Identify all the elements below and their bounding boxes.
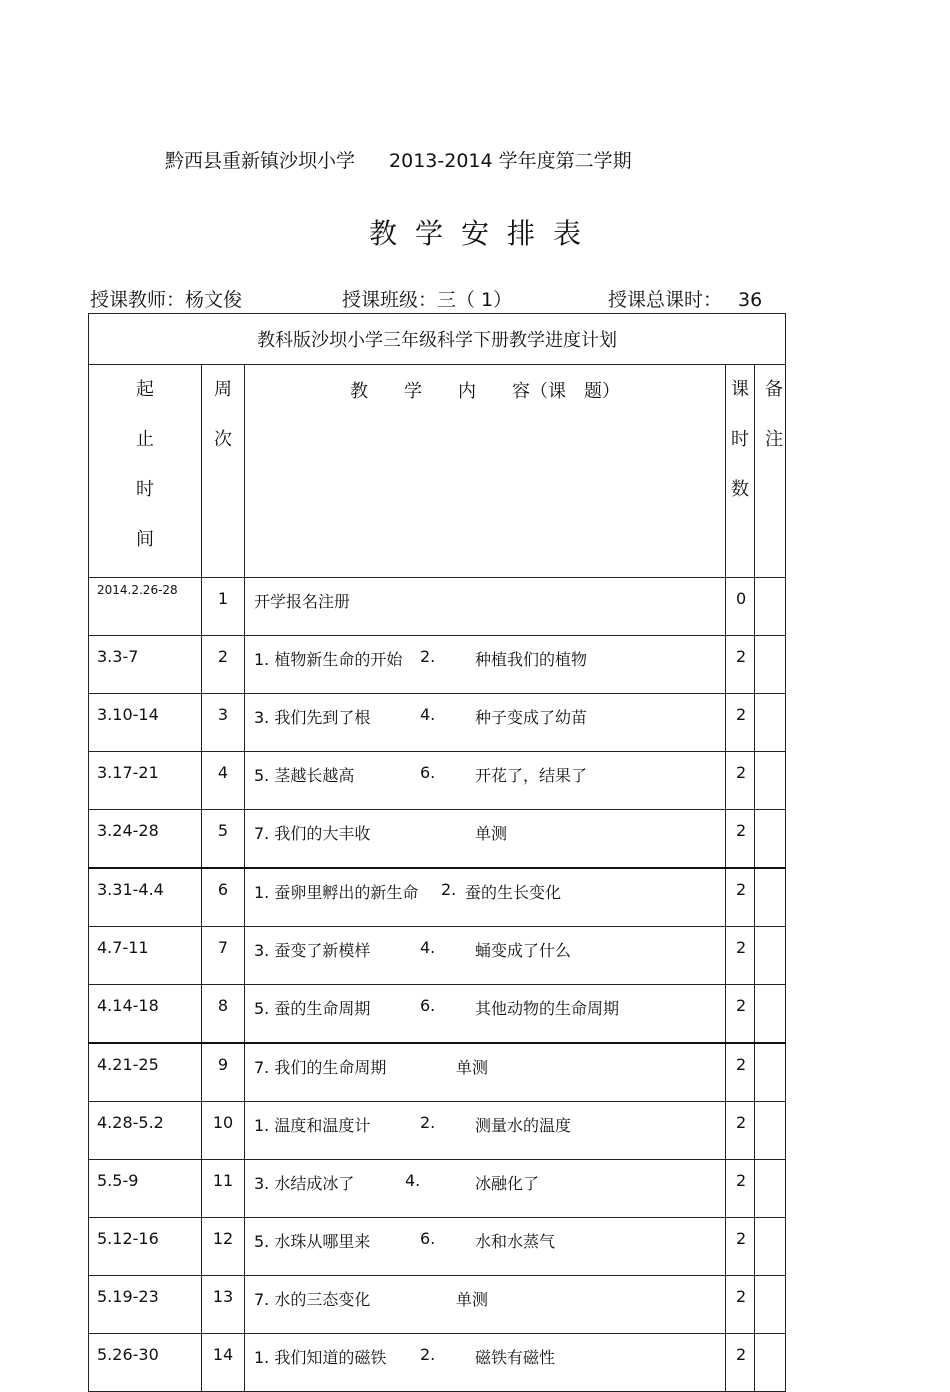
table-caption: 教科版沙坝小学三年级科学下册教学进度计划 [89, 314, 786, 365]
row-date: 4.28-5.2 [89, 1102, 202, 1160]
row-content [245, 1276, 726, 1334]
row-remark [755, 1218, 786, 1276]
row-lesson-a: 3. 水结成冰了 [254, 1174, 355, 1193]
header-hours [726, 365, 755, 578]
row-lesson-b: 单测 [475, 824, 508, 843]
row-lesson-b: 其他动物的生命周期 [475, 999, 620, 1018]
row-content [245, 985, 726, 1044]
row-lesson-b: 蚕的生长变化 [465, 883, 562, 902]
row-lesson-a: 7. 我们的生命周期 [254, 1058, 387, 1077]
table-header-row [89, 365, 786, 578]
document-title: 教学安排表 [368, 217, 599, 250]
row-lesson-a: 5. 茎越长越高 [254, 766, 355, 785]
row-hours: 2 [726, 752, 755, 810]
row-remark [755, 868, 786, 927]
row-lesson-num: 4. [405, 1171, 421, 1190]
row-week: 11 [202, 1160, 245, 1218]
row-date: 3.24-28 [89, 810, 202, 869]
row-hours: 2 [726, 1276, 755, 1334]
row-lesson-num: 4. [420, 705, 436, 724]
table-row [89, 1218, 786, 1276]
row-week: 5 [202, 810, 245, 869]
row-hours: 2 [726, 985, 755, 1044]
row-remark [755, 636, 786, 694]
header-week [202, 365, 245, 578]
row-content [245, 578, 726, 636]
header-hours-char: 课 [731, 379, 749, 400]
row-content [245, 810, 726, 869]
header-date-char: 起 [136, 379, 154, 400]
total-hours-value: 36 [738, 289, 763, 311]
row-date: 3.3-7 [89, 636, 202, 694]
row-remark [755, 1276, 786, 1334]
row-hours: 2 [726, 810, 755, 869]
row-remark [755, 578, 786, 636]
table-row [89, 636, 786, 694]
row-remark [755, 752, 786, 810]
row-lesson-b: 单测 [456, 1290, 489, 1309]
table-row [89, 1276, 786, 1334]
total-hours-label: 授课总课时： [608, 289, 723, 311]
row-lesson-b: 冰融化了 [475, 1174, 540, 1193]
row-lesson-num: 6. [420, 763, 436, 782]
row-remark [755, 1102, 786, 1160]
table-row [89, 578, 786, 636]
table-row [89, 1334, 786, 1392]
row-hours: 2 [726, 927, 755, 985]
row-date: 5.19-23 [89, 1276, 202, 1334]
row-week: 3 [202, 694, 245, 752]
row-hours: 2 [726, 1102, 755, 1160]
row-lesson-a: 3. 蚕变了新模样 [254, 941, 371, 960]
row-lesson-b: 种植我们的植物 [475, 650, 588, 669]
row-week: 2 [202, 636, 245, 694]
row-content [245, 694, 726, 752]
row-hours: 2 [726, 1043, 755, 1102]
header-date-char: 时 [136, 479, 154, 500]
row-week: 9 [202, 1043, 245, 1102]
row-lesson-a: 3. 我们先到了根 [254, 708, 371, 727]
row-lesson-a: 5. 蚕的生命周期 [254, 999, 371, 1018]
header-remark-char: 备 [765, 379, 784, 400]
header-remark-char: 注 [765, 429, 784, 450]
table-row [89, 752, 786, 810]
row-week: 1 [202, 578, 245, 636]
row-date: 3.31-4.4 [89, 868, 202, 927]
row-remark [755, 927, 786, 985]
row-week: 14 [202, 1334, 245, 1392]
row-content [245, 1334, 726, 1392]
header-remark [755, 365, 786, 578]
table-row [89, 1160, 786, 1218]
table-row [89, 1043, 786, 1102]
row-lesson-b: 蛹变成了什么 [475, 941, 572, 960]
row-lesson-a: 7. 水的三态变化 [254, 1290, 371, 1309]
row-hours: 2 [726, 868, 755, 927]
row-remark [755, 810, 786, 869]
header-date [89, 365, 202, 578]
row-date: 5.26-30 [89, 1334, 202, 1392]
row-date: 2014.2.26-28 [89, 578, 202, 636]
row-lesson-b: 单测 [456, 1058, 489, 1077]
row-lesson-a: 1. 植物新生命的开始 [254, 650, 403, 669]
header-week-char: 周 [214, 379, 232, 400]
total-hours [608, 285, 762, 312]
row-week: 10 [202, 1102, 245, 1160]
row-content [245, 1043, 726, 1102]
header-week-char: 次 [214, 429, 232, 450]
row-lesson-b: 种子变成了幼苗 [475, 708, 588, 727]
row-content [245, 1160, 726, 1218]
row-date: 5.12-16 [89, 1218, 202, 1276]
row-week: 12 [202, 1218, 245, 1276]
row-date: 3.10-14 [89, 694, 202, 752]
row-lesson-a: 开学报名注册 [254, 592, 351, 611]
row-remark [755, 1043, 786, 1102]
row-week: 7 [202, 927, 245, 985]
row-lesson-a: 1. 我们知道的磁铁 [254, 1348, 387, 1367]
row-content [245, 636, 726, 694]
row-lesson-b: 开花了，结果了 [475, 766, 588, 785]
row-lesson-b: 水和水蒸气 [475, 1232, 556, 1251]
header-date-char: 止 [136, 429, 154, 450]
header-date-char: 间 [136, 529, 154, 550]
row-content [245, 752, 726, 810]
table-row [89, 985, 786, 1044]
row-hours: 2 [726, 636, 755, 694]
schedule-table [88, 313, 786, 1392]
class-label: 授课班级：三（ 1） [342, 289, 513, 311]
row-content [245, 868, 726, 927]
row-lesson-a: 1. 蚕卵里孵出的新生命 [254, 883, 419, 902]
row-date: 5.5-9 [89, 1160, 202, 1218]
row-remark [755, 1334, 786, 1392]
teacher-label: 授课教师：杨文俊 [90, 289, 243, 311]
row-lesson-num: 6. [420, 996, 436, 1015]
row-hours: 2 [726, 1160, 755, 1218]
row-lesson-num: 2. [441, 880, 457, 899]
table-row [89, 927, 786, 985]
row-lesson-a: 5. 水珠从哪里来 [254, 1232, 371, 1251]
row-hours: 2 [726, 1218, 755, 1276]
table-row [89, 1102, 786, 1160]
row-remark [755, 694, 786, 752]
row-lesson-num: 6. [420, 1229, 436, 1248]
school-year: 2013-2014 学年度第二学期 [389, 150, 632, 172]
row-hours: 2 [726, 694, 755, 752]
row-week: 8 [202, 985, 245, 1044]
header-hours-char: 数 [731, 479, 749, 500]
row-week: 13 [202, 1276, 245, 1334]
row-week: 4 [202, 752, 245, 810]
row-lesson-num: 2. [420, 647, 436, 666]
row-date: 4.21-25 [89, 1043, 202, 1102]
row-lesson-a: 7. 我们的大丰收 [254, 824, 371, 843]
row-week: 6 [202, 868, 245, 927]
row-hours: 0 [726, 578, 755, 636]
school-name: 黔西县重新镇沙坝小学 [165, 150, 356, 172]
row-lesson-num: 2. [420, 1345, 436, 1364]
table-row [89, 694, 786, 752]
row-content [245, 1102, 726, 1160]
row-remark [755, 985, 786, 1044]
table-row [89, 810, 786, 869]
table-row [89, 868, 786, 927]
row-date: 4.7-11 [89, 927, 202, 985]
row-date: 3.17-21 [89, 752, 202, 810]
row-date: 4.14-18 [89, 985, 202, 1044]
row-hours: 2 [726, 1334, 755, 1392]
header-content-label: 教 学 内 容（课 题） [350, 381, 620, 402]
row-lesson-num: 2. [420, 1113, 436, 1132]
row-lesson-num: 4. [420, 938, 436, 957]
header-hours-char: 时 [731, 429, 749, 450]
row-remark [755, 1160, 786, 1218]
row-lesson-b: 测量水的温度 [475, 1116, 572, 1135]
header-content [245, 365, 726, 578]
school-title [165, 146, 632, 173]
row-lesson-a: 1. 温度和温度计 [254, 1116, 371, 1135]
row-lesson-b: 磁铁有磁性 [475, 1348, 556, 1367]
row-content [245, 1218, 726, 1276]
row-content [245, 927, 726, 985]
